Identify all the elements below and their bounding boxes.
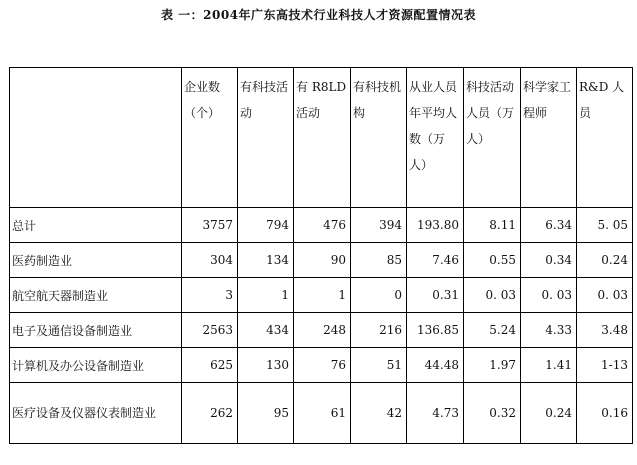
table-cell: 3 xyxy=(182,278,238,313)
table-cell: 8.11 xyxy=(464,208,521,243)
row-name: 总计 xyxy=(10,208,182,243)
column-header: 科学家工程师 xyxy=(521,68,577,208)
table-cell: 0.24 xyxy=(521,383,577,444)
table-cell: 130 xyxy=(238,348,294,383)
table-cell: 44.48 xyxy=(407,348,464,383)
table-cell: 262 xyxy=(182,383,238,444)
table-row xyxy=(10,383,633,444)
table-cell: 1 xyxy=(238,278,294,313)
column-header: R&D 人员 xyxy=(577,68,633,208)
table-cell: 0.24 xyxy=(577,243,633,278)
row-name: 电子及通信设备制造业 xyxy=(10,313,182,348)
table-cell: 61 xyxy=(294,383,351,444)
table-cell: 2563 xyxy=(182,313,238,348)
table-cell: 193.80 xyxy=(407,208,464,243)
table-cell: 90 xyxy=(294,243,351,278)
table-cell: 136.85 xyxy=(407,313,464,348)
column-header: 有 R8LD 活动 xyxy=(294,68,351,208)
row-name: 医药制造业 xyxy=(10,243,182,278)
header-row xyxy=(10,68,633,208)
table-cell: 51 xyxy=(351,348,407,383)
table-cell: 1.41 xyxy=(521,348,577,383)
column-header: 有科技活动 xyxy=(238,68,294,208)
table-cell: 0.31 xyxy=(407,278,464,313)
column-header: 科技活动人员（万人） xyxy=(464,68,521,208)
table-cell: 0.32 xyxy=(464,383,521,444)
table-cell: 0. 03 xyxy=(464,278,521,313)
row-name: 航空航天器制造业 xyxy=(10,278,182,313)
header-corner-cell xyxy=(10,68,182,208)
table-cell: 7.46 xyxy=(407,243,464,278)
table-title: 表 一：2004年广东高技术行业科技人才资源配置情况表 xyxy=(160,8,477,22)
table-cell: 248 xyxy=(294,313,351,348)
table-cell: 4.73 xyxy=(407,383,464,444)
table-cell: 434 xyxy=(238,313,294,348)
table-cell: 394 xyxy=(351,208,407,243)
table-cell: 1.97 xyxy=(464,348,521,383)
talent-allocation-table xyxy=(9,67,633,444)
table-cell: 304 xyxy=(182,243,238,278)
row-name: 医疗设备及仪器仪表制造业 xyxy=(10,383,182,444)
table-cell: 95 xyxy=(238,383,294,444)
table-cell: 476 xyxy=(294,208,351,243)
table-cell: 0.16 xyxy=(577,383,633,444)
column-header: 从业人员年平均人数（万人） xyxy=(407,68,464,208)
table-cell: 6.34 xyxy=(521,208,577,243)
table-cell: 42 xyxy=(351,383,407,444)
table-row xyxy=(10,278,633,313)
table-cell: 3757 xyxy=(182,208,238,243)
table-cell: 0. 03 xyxy=(577,278,633,313)
table-cell: 5.24 xyxy=(464,313,521,348)
table-cell: 1 xyxy=(294,278,351,313)
table-cell: 0. 03 xyxy=(521,278,577,313)
table-row xyxy=(10,313,633,348)
table-cell: 0.34 xyxy=(521,243,577,278)
table-cell: 794 xyxy=(238,208,294,243)
column-header: 有科技机构 xyxy=(351,68,407,208)
table-cell: 76 xyxy=(294,348,351,383)
table-cell: 625 xyxy=(182,348,238,383)
table-cell: 0 xyxy=(351,278,407,313)
table-cell: 216 xyxy=(351,313,407,348)
table-row xyxy=(10,208,633,243)
table-cell: 3.48 xyxy=(577,313,633,348)
table-cell: 134 xyxy=(238,243,294,278)
table-cell: 4.33 xyxy=(521,313,577,348)
column-header: 企业数（个） xyxy=(182,68,238,208)
table-cell: 1-13 xyxy=(577,348,633,383)
table-cell: 85 xyxy=(351,243,407,278)
table-row xyxy=(10,348,633,383)
table-row xyxy=(10,243,633,278)
row-name: 计算机及办公设备制造业 xyxy=(10,348,182,383)
table-cell: 5. 05 xyxy=(577,208,633,243)
table-cell: 0.55 xyxy=(464,243,521,278)
